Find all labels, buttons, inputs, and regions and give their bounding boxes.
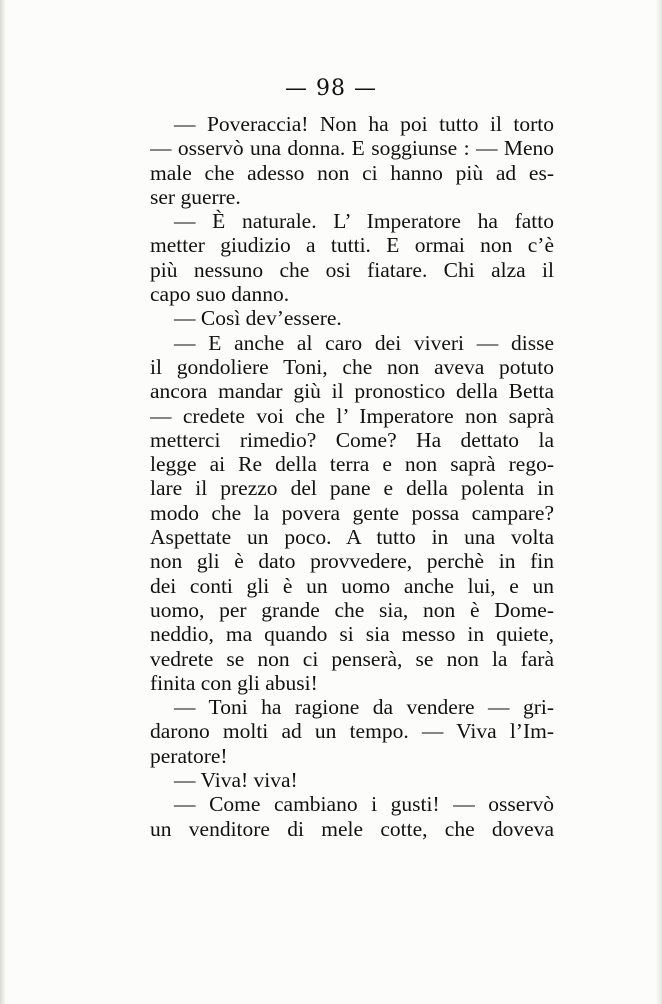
text-line: peratore! (150, 743, 228, 768)
text-line: capo suo danno. (150, 282, 290, 307)
text-line: — Così dev’essere. (174, 306, 342, 331)
text-line: metterci rimedio? Come? Ha dettato la (150, 427, 554, 452)
text-line: darono molti ad un tempo. — Viva l’Im- (150, 719, 554, 744)
text-line: — osservò una donna. E soggiunse : — Meno (150, 136, 554, 161)
page-edge-left (0, 0, 6, 1004)
text-line: — Come cambiano i gusti! — osservò (174, 792, 554, 817)
text-line: — Poveraccia! Non ha poi tutto il torto (174, 112, 554, 136)
text-line: — Toni ha ragione da vendere — gri- (174, 695, 554, 720)
text-line: legge ai Re della terra e non saprà rego- (150, 452, 554, 477)
text-line: ancora mandar giù il pronostico della Betta (150, 379, 554, 404)
text-line: — Viva! viva! (174, 768, 298, 793)
text-line: metter giudizio a tutti. E ormai non c’è (150, 233, 554, 258)
text-line: male che adesso non ci hanno più ad es- (150, 160, 554, 185)
page-number: — 98 — (285, 76, 377, 101)
page-edge-right (656, 0, 662, 1004)
text-line: lare il prezzo del pane e della polenta in (150, 476, 554, 501)
text-line: Aspettate un poco. A tutto in una volta (150, 525, 554, 550)
text-line: — credete voi che l’ Imperatore non saprà (150, 403, 554, 428)
text-line: vedrete se non ci penserà, se non la farà (150, 646, 554, 671)
text-line: più nessuno che osi fiatare. Chi alza il (150, 257, 554, 282)
text-line: — È naturale. L’ Imperatore ha fatto (174, 209, 554, 234)
body-text (150, 112, 554, 841)
text-line: un venditore di mele cotte, che doveva (150, 816, 554, 841)
text-line: uomo, per grande che sia, non è Dome- (150, 597, 554, 622)
text-line: finita con gli abusi! (150, 670, 318, 695)
text-line: modo che la povera gente possa campare? (150, 500, 554, 525)
text-line: — E anche al caro dei viveri — disse (174, 330, 554, 355)
text-line: neddio, ma quando si sia messo in quiete, (150, 622, 554, 647)
text-line: ser guerre. (150, 184, 241, 209)
text-line: non gli è dato provvedere, perchè in fin (150, 549, 554, 574)
text-line: dei conti gli è un uomo anche lui, e un (150, 573, 554, 598)
text-line: il gondoliere Toni, che non aveva potuto (150, 354, 554, 379)
